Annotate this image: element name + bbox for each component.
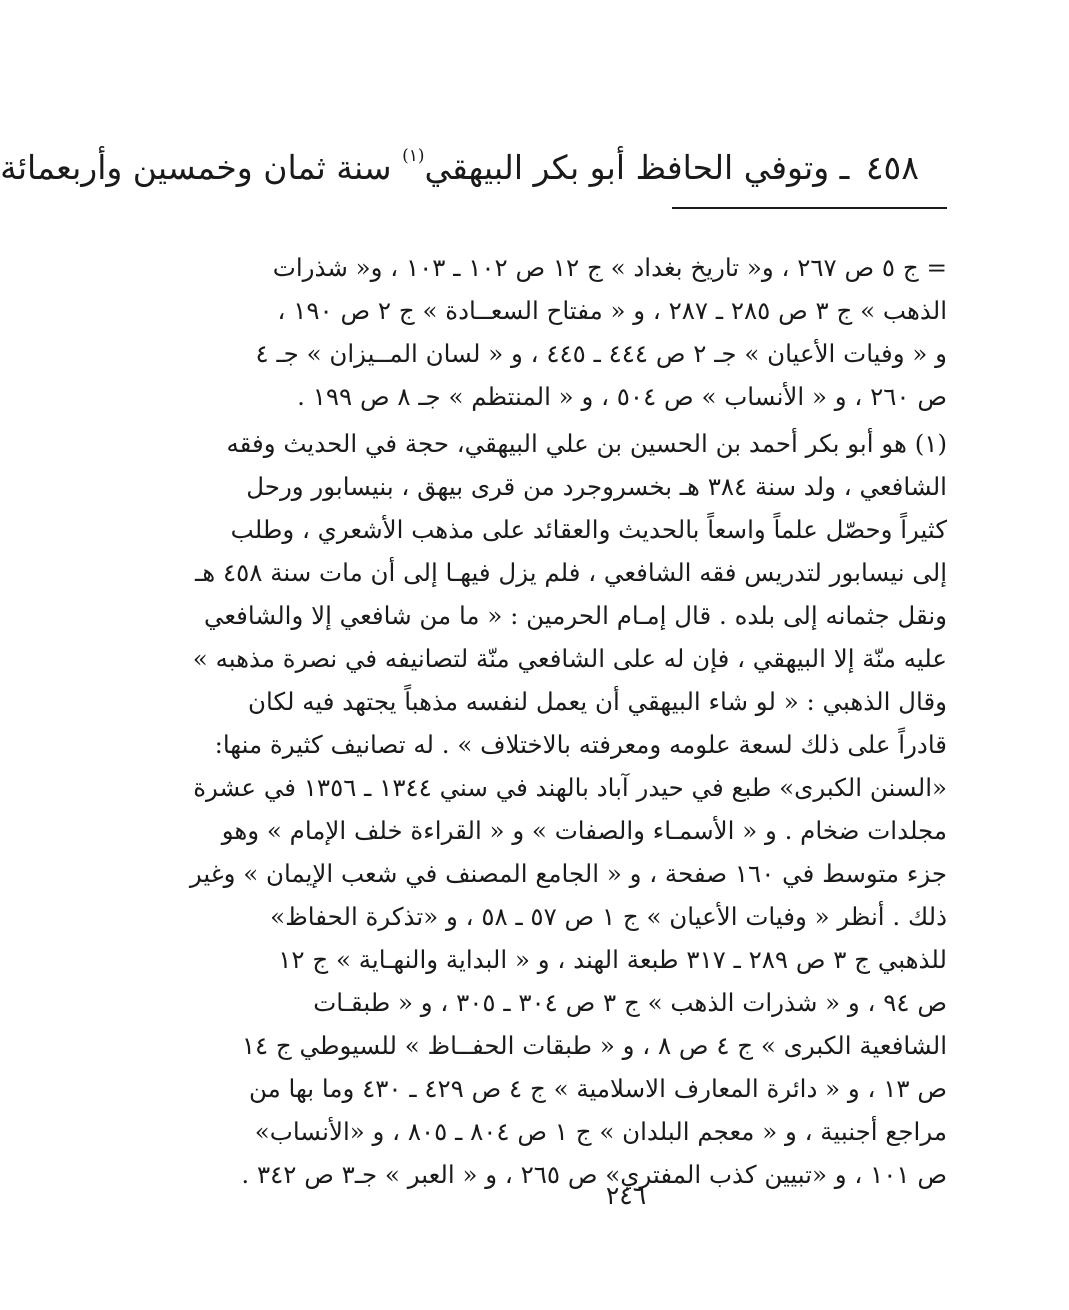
text-line: مراجع أجنبية ، و « معجم البلدان » ج ١ ص ٨٠٤ ـ ٨٠٥ ، و «الأنساب»: [254, 1117, 947, 1146]
footnote-separator: [672, 207, 947, 209]
text-line: و « وفيات الأعيان » جـ ٢ ص ٤٤٤ ـ ٤٤٥ ، و « لسان المــيزان » جـ ٤: [255, 339, 947, 368]
continued-footnote: [255, 246, 947, 418]
text-line: الشافعي ، ولد سنة ٣٨٤ هـ بخسروجرد من قرى بيهق ، بنيسابور ورحل: [246, 472, 947, 501]
text-line: إلى نيسابور لتدريس فقه الشافعي ، فلم يزل فيهـا إلى أن مات سنة ٤٥٨ هـ: [195, 558, 947, 587]
text-line: «السنن الكبرى» طبع في حيدر آباد بالهند في سني ١٣٤٤ ـ ١٣٥٦ في عشرة: [193, 773, 947, 802]
text-line: ونقل جثمانه إلى بلده . قال إمـام الحرمين : « ما من شافعي إلا والشافعي: [203, 601, 947, 630]
entry-text-after: سنة ثمان وخمسين وأربعمائة: [0, 148, 392, 187]
entry-dash: ـ: [839, 148, 850, 187]
page-number: ٢٤٦: [605, 1181, 647, 1210]
text-line: ص ٢٦٠ ، و « الأنساب » ص ٥٠٤ ، و « المنتظم » جـ ٨ ص ١٩٩ .: [297, 382, 947, 411]
footnote-reference: (١): [402, 146, 425, 166]
text-line: جزء متوسط في ١٦٠ صفحة ، و « الجامع المصنف في شعب الإيمان » وغير: [189, 859, 947, 888]
text-line: وقال الذهبي : « لو شاء البيهقي أن يعمل لنفسه مذهباً يجتهد فيه لكان: [248, 687, 947, 716]
text-line: الذهب » ج ٣ ص ٢٨٥ ـ ٢٨٧ ، و « مفتاح السعــادة » ج ٢ ص ١٩٠ ،: [277, 296, 947, 325]
text-line: ذلك . أنظر « وفيات الأعيان » ج ١ ص ٥٧ ـ ٥٨ ، و «تذكرة الحفاظ»: [270, 902, 947, 931]
text-line: (١) هو أبو بكر أحمد بن الحسين بن علي البيهقي، حجة في الحديث وفقه: [226, 429, 947, 458]
entry-heading: [0, 138, 919, 192]
entry-text: وتوفي الحافظ أبو بكر البيهقي: [424, 148, 830, 187]
text-line: مجلدات ضخام . و « الأسمـاء والصفات » و « القراءة خلف الإمام » وهو: [221, 816, 947, 845]
text-line: الشافعية الكبرى » ج ٤ ص ٨ ، و « طبقات الحفــاظ » للسيوطي ج ١٤: [241, 1031, 947, 1060]
text-line: ص ٩٤ ، و « شذرات الذهب » ج ٣ ص ٣٠٤ ـ ٣٠٥ ، و « طبقـات: [313, 988, 947, 1017]
text-line: ص ١٣ ، و « دائرة المعارف الاسلامية » ج ٤ ص ٤٢٩ ـ ٤٣٠ وما بها من: [248, 1074, 947, 1103]
entry-year: ٤٥٨: [865, 148, 919, 187]
text-line: = ج ٥ ص ٢٦٧ ، و« تاريخ بغداد » ج ١٢ ص ١٠٢ ـ ١٠٣ ، و« شذرات: [272, 253, 947, 282]
footnote-1: [189, 422, 947, 1196]
text-line: كثيراً وحصّل علماً واسعاً بالحديث والعقائد على مذهب الأشعري ، وطلب: [230, 515, 947, 544]
text-line: قادراً على ذلك لسعة علومه ومعرفته بالاختلاف » . له تصانيف كثيرة منها:: [214, 730, 947, 759]
text-line: للذهبي ج ٣ ص ٢٨٩ ـ ٣١٧ طبعة الهند ، و « البداية والنهـاية » ج ١٢: [278, 945, 947, 974]
text-line: عليه منّة إلا البيهقي ، فإن له على الشافعي منّة لتصانيفه في نصرة مذهبه »: [192, 644, 947, 673]
text-line: ص ١٠١ ، و «تبيين كذب المفتري» ص ٢٦٥ ، و « العبر » جـ٣ ص ٣٤٢ .: [241, 1160, 947, 1189]
